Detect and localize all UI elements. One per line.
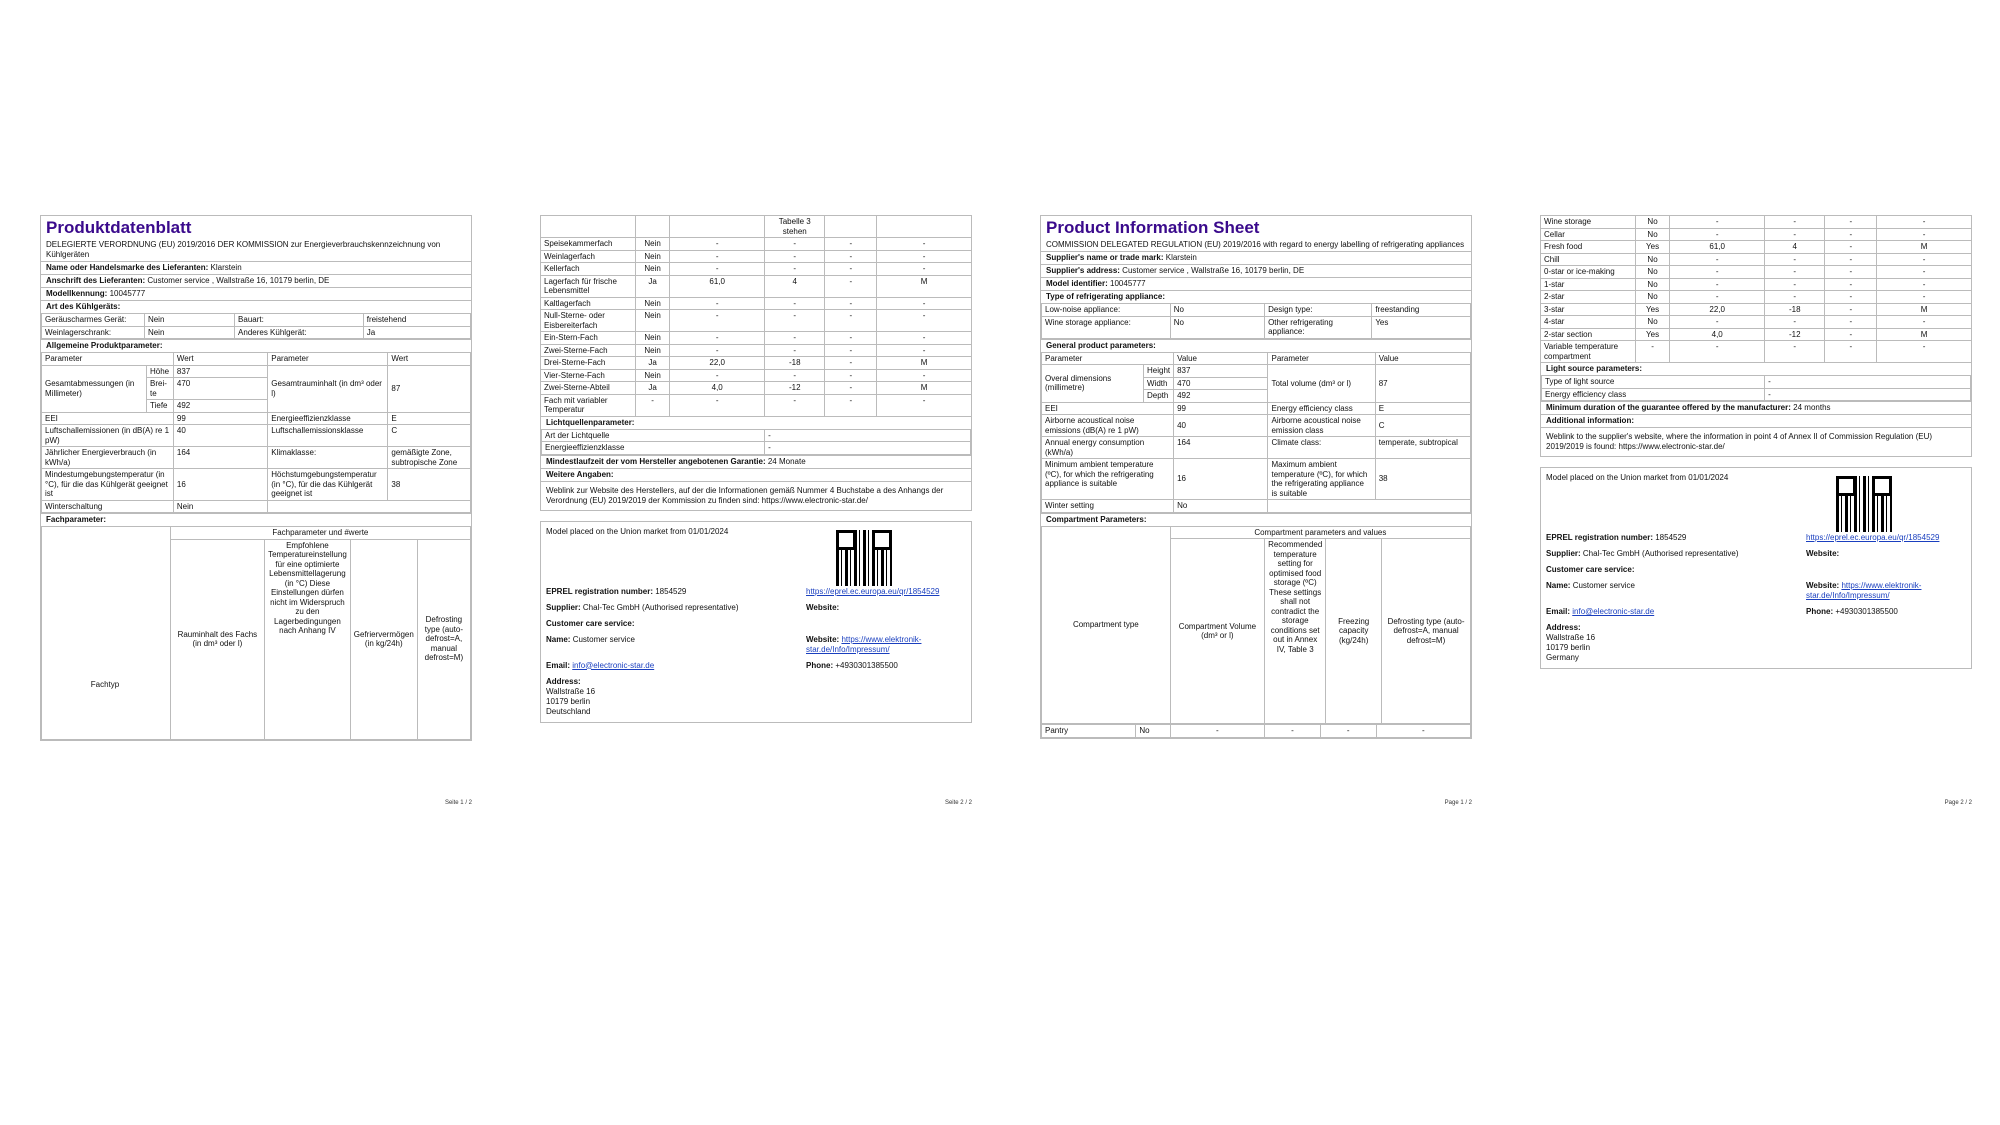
eprel-info-box: Model placed on the Union market from 01/01/2024 EPREL registration number: 1854529 https://eprel.ec.europa.eu/qr/1854529 Supplier: Chal-Tec GmbH (Authorised representative) Website: Customer care service: Name: Customer service Website: https://www.elektronik-star.de/Info/Impressum/ Email: info@electronic-star.de Phone: +4930301385500 Address: Wallstraße 16 10179 berlin Deutschland xyxy=(540,521,972,723)
sheet-title: Product Information Sheet xyxy=(1046,218,1260,237)
page-footer: Seite 1 / 2 xyxy=(444,800,472,806)
compartment-row: Variable temperature compartment - - - - - xyxy=(1541,341,1972,363)
compartment-table: Tabelle 3 stehen Speisekammerfach Nein - - - - Weinlagerfach Nein - - - - Kellerfach Nein - - - - Lagerfach für frische Lebensmittel Ja 61,0 4 - M Kaltlagerfach Nein - - - - Null-Sterne- oder Eisbereiterfach Nein - - - - Ein-Stern-Fach Nein - - - - Zwei-Sterne-Fach Nein - - - - Drei-Sterne-Fach Ja 22,0 -18 - M Vier-Sterne-Fach Nein - - - - Zwei-Sterne-Abteil Ja 4,0 -12 - M Fach mit variabler Temperatur - - - - - xyxy=(540,215,972,417)
general-params-table: Parameter Wert Parameter Wert Gesamtabmessungen (in Millimeter) Höhe 837 Gesamtrauminhalt (in dm³ oder l) 87 Brei-te 470 Tiefe 492 EEI 99 Energieeffizienzklasse E Luftschallemissionen (in dB(A) re 1 pW) 40 Luftschallemissionsklasse C Jährlicher Energieverbrauch (in kWh/a) 164 Klimaklasse: gemäßigte Zone, subtropische Zone Mindestumgebungstemperatur (in °C), für die das Kühlgerät geeignet ist 16 Höchstumgebungstemperatur (in °C), für die das Kühlgerät geeignet ist 38 Winterschaltung Nein xyxy=(41,352,471,513)
appliance-type-table: Geräuscharmes Gerät: Nein Bauart: freistehend Weinlagerschrank: Nein Anderes Kühlgerät: Ja xyxy=(41,313,471,339)
page-footer: Page 2 / 2 xyxy=(1944,800,1972,806)
sheet-title: Produktdatenblatt xyxy=(46,218,192,237)
eprel-info-box: Model placed on the Union market from 01/01/2024 EPREL registration number: 1854529 https://eprel.ec.europa.eu/qr/1854529 Supplier: Chal-Tec GmbH (Authorised representative) Website: Customer care service: Name: Customer service Website: https://www.elektronik-star.de/Info/Impressum/ Email: info@electronic-star.de Phone: +4930301385500 Address: Wallstraße 16 10179 berlin Germany xyxy=(1540,467,1972,669)
qr-code-icon[interactable] xyxy=(1836,476,1892,532)
page-footer: Page 1 / 2 xyxy=(1444,800,1472,806)
address-row: Anschrift des Lieferanten: Customer service , Wallstraße 16, 10179 berlin, DE xyxy=(41,274,471,287)
compartment-header-table: Fachparameter und #werte Rauminhalt des Fachs (in dm³ oder l) Empfohlene Temperatureinstellung für eine optimierte Lebensmittellagerung (in °C) Diese Einstellungen dürfen nicht im Widerspruch zu den Lagerbedingungen nach Anhang IV Gefriervermögen (in kg/24h) Defrosting type (auto-defrost=A, manual defrost=M) xyxy=(41,526,471,740)
impressum-link[interactable]: https://www.elektronik-star.de/Info/Impressum/ xyxy=(806,634,922,654)
compartment-row: Zwei-Sterne-Abteil Ja 4,0 -12 - M xyxy=(541,382,972,395)
pantry-row: Pantry No - - - - xyxy=(1041,724,1471,738)
regulation-text: COMMISSION DELEGATED REGULATION (EU) 2019/2016 with regard to energy labelling of refrigerating appliances xyxy=(1046,240,1465,249)
qr-code-icon[interactable] xyxy=(836,530,892,586)
compartment-row: Chill No - - - - xyxy=(1541,253,1972,266)
appliance-type-label: Art des Kühlgeräts: xyxy=(41,300,471,313)
regulation-text: DELEGIERTE VERORDNUNG (EU) 2019/2016 DER KOMMISSION zur Energieverbrauchskennzeichnung von Kühlgeräten xyxy=(46,240,441,259)
page-3 xyxy=(1040,215,1472,806)
compartment-params-label: Compartment Parameters: xyxy=(1041,513,1471,526)
compartment-row: Vier-Sterne-Fach Nein - - - - xyxy=(541,369,972,382)
compartment-row: Zwei-Sterne-Fach Nein - - - - xyxy=(541,344,972,357)
compartment-row: Cellar No - - - - xyxy=(1541,228,1972,241)
compartment-type-header: Fachtyp xyxy=(90,680,120,689)
eprel-link[interactable]: https://eprel.ec.europa.eu/qr/1854529 xyxy=(806,586,940,596)
general-params-label: General product parameters: xyxy=(1041,339,1471,352)
compartment-row: Weinlagerfach Nein - - - - xyxy=(541,250,972,263)
page-4 xyxy=(1540,215,1972,806)
impressum-link[interactable]: https://www.elektronik-star.de/Info/Impressum/ xyxy=(1806,581,1922,600)
eprel-link[interactable]: https://eprel.ec.europa.eu/qr/1854529 xyxy=(1806,533,1940,542)
model-row: Model identifier: 10045777 xyxy=(1041,277,1471,290)
compartment-row: Kaltlagerfach Nein - - - - xyxy=(541,297,972,310)
general-params-table: Parameter Value Parameter Value Overal dimensions (millimetre) Height 837 Total volume (dm³ or l) 87 Width 470 Depth 492 EEI 99 Energy efficiency class E Airborne acoustical noise emissions (dB(A) re 1 pW) 40 Airborne acoustical noise emission class C Annual energy consumption (kWh/a) 164 Climate class: temperate, subtropical Minimum ambient temperature (ºC), for which the refrigerating appliance is suitable 16 Maximum ambient temperature (ºC), for which the refrigerating appliance is suitable 38 Winter setting No xyxy=(1041,352,1471,513)
appliance-type-label: Type of refrigerating appliance: xyxy=(1041,290,1471,303)
compartment-params-label: Fachparameter: xyxy=(41,513,471,526)
sheet-header xyxy=(1040,215,1472,739)
page-2 xyxy=(540,215,972,806)
compartment-row: Speisekammerfach Nein - - - - xyxy=(541,238,972,251)
general-params-label: Allgemeine Produktparameter: xyxy=(41,339,471,352)
compartment-row: 1-star No - - - - xyxy=(1541,278,1972,291)
compartment-row: Null-Sterne- oder Eisbereiterfach Nein - - - - xyxy=(541,310,972,332)
compartment-row: 0-star or ice-making No - - - - xyxy=(1541,266,1972,279)
compartment-row: Drei-Sterne-Fach Ja 22,0 -18 - M xyxy=(541,357,972,370)
compartment-row: Fach mit variabler Temperatur - - - - - xyxy=(541,394,972,416)
compartment-row: 4-star No - - - - xyxy=(1541,316,1972,329)
compartment-row: Lagerfach für frische Lebensmittel Ja 61,0 4 - M xyxy=(541,275,972,297)
email-link[interactable]: info@electronic-star.de xyxy=(1572,607,1655,616)
sheet-header xyxy=(40,215,472,741)
compartment-row: 3-star Yes 22,0 -18 - M xyxy=(1541,303,1972,316)
compartment-row: 2-star section Yes 4,0 -12 - M xyxy=(1541,328,1972,341)
compartment-table xyxy=(1540,215,1972,363)
compartment-row: Ein-Stern-Fach Nein - - - - xyxy=(541,332,972,345)
supplier-row: Name oder Handelsmarke des Lieferanten: Klarstein xyxy=(41,261,471,274)
page-1 xyxy=(40,215,472,806)
page-footer: Seite 2 / 2 xyxy=(944,800,972,806)
compartment-header-table: Compartment type Compartment parameters and values Compartment Volume (dm³ or l) Recommended temperature setting for optimised food storage (ºC) These settings shall not contradict the storage conditions set out in Annex IV, Table 3 Freezing capacity (kg/24h) Defrosting type (auto-defrost=A, manual defrost=M) xyxy=(1041,526,1471,725)
compartment-row: Kellerfach Nein - - - - xyxy=(541,263,972,276)
email-link[interactable]: info@electronic-star.de xyxy=(572,660,655,670)
light-section: Lichtquellenparameter: Art der Lichtquelle - Energieeffizienzklasse - Mindestlaufzeit der vom Hersteller angebotenen Garantie: 24 Monate Weitere Angaben: Weblink zur Website des Herstellers, auf der die Informationen gemäß Nummer 4 Buchstabe a des Anhangs der Verordnung (EU) 2019/2019 der Kommission zu finden sind: https://www.electronic-star.de/ xyxy=(540,417,972,511)
appliance-type-table: Low-noise appliance: No Design type: freestanding Wine storage appliance: No Other refrigerating appliance: Yes xyxy=(1041,303,1471,339)
compartment-row: 2-star No - - - - xyxy=(1541,291,1972,304)
supplier-row: Supplier's name or trade mark: Klarstein xyxy=(1041,251,1471,264)
model-row: Modellkennung: 10045777 xyxy=(41,287,471,300)
compartment-row: Wine storage No - - - - xyxy=(1541,216,1972,229)
compartment-row: Fresh food Yes 61,0 4 - M xyxy=(1541,241,1972,254)
address-row: Supplier's address: Customer service , Wallstraße 16, 10179 berlin, DE xyxy=(1041,264,1471,277)
light-section: Light source parameters: Type of light source - Energy efficiency class - Minimum duration of the guarantee offered by the manufacturer: 24 months Additional information: Weblink to the supplier's website, where the information in point 4 of Annex II of Commission Regulation (EU) 2019/2019 is found: https://www.electronic-star.de/ xyxy=(1540,363,1972,457)
